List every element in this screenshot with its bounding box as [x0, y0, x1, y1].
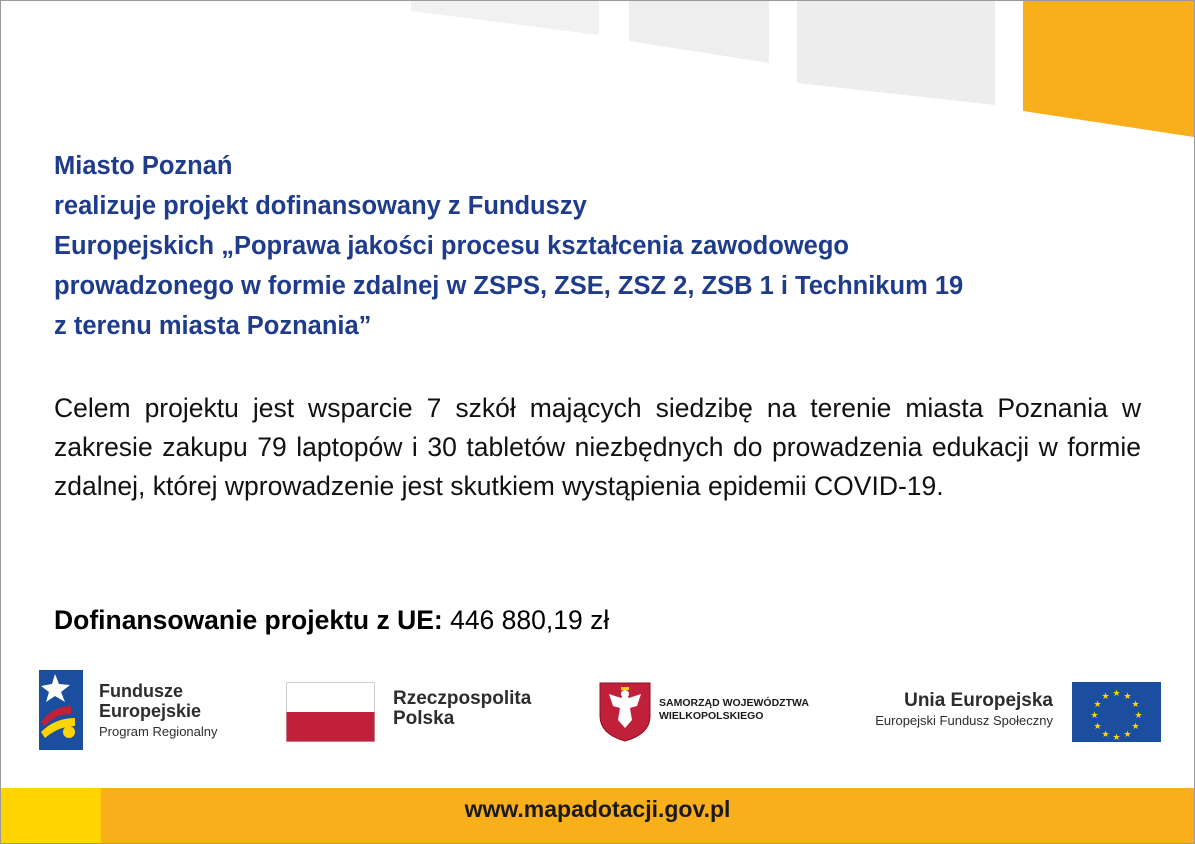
svg-text:★: ★ [1131, 700, 1140, 710]
svg-text:★: ★ [1090, 711, 1099, 721]
heading-line: realizuje projekt dofinansowany z Funduszy [54, 192, 587, 220]
eu-flag-icon [1072, 682, 1161, 742]
svg-text:★: ★ [1093, 700, 1102, 710]
funding-amount [54, 605, 609, 636]
fe-line3: Program Regionalny [99, 724, 218, 739]
fe-line2: Europejskie [99, 701, 202, 721]
funding-value: 446 880,19 zł [450, 605, 610, 635]
rp-line1: Rzeczpospolita [393, 688, 532, 709]
heading-line: Europejskich „Poprawa jakości procesu kształcenia zawodowego [54, 232, 850, 260]
fundusze-europejskie-text [99, 681, 218, 740]
svg-text:★: ★ [1112, 733, 1121, 742]
samorzad-wojewodztwa-text [659, 697, 809, 723]
unia-europejska-text [875, 690, 1053, 730]
fe-line1: Fundusze [99, 681, 183, 701]
heading-line: prowadzonego w formie zdalnej w ZSPS, ZSE, ZSZ 2, ZSB 1 i Technikum 19 [54, 272, 964, 300]
project-heading [54, 146, 1154, 346]
svg-text:★: ★ [1123, 730, 1132, 740]
svg-text:★: ★ [1101, 730, 1110, 740]
wielkopolska-coat-of-arms-icon [599, 682, 651, 742]
svg-text:★: ★ [1112, 689, 1121, 699]
sw-line2: WIELKOPOLSKIEGO [659, 710, 764, 722]
svg-text:★: ★ [1131, 722, 1140, 732]
svg-text:★: ★ [1101, 692, 1110, 702]
polish-flag-icon [286, 682, 375, 742]
rzeczpospolita-polska-text [393, 689, 531, 729]
funding-label: Dofinansowanie projektu z UE: [54, 605, 443, 635]
fundusze-europejskie-logo [39, 670, 83, 750]
ue-line2: Europejski Fundusz Społeczny [875, 713, 1053, 728]
svg-text:★: ★ [1093, 722, 1102, 732]
svg-text:★: ★ [1123, 692, 1132, 702]
sw-line1: SAMORZĄD WOJEWÓDZTWA [659, 697, 809, 709]
logos-strip [1, 665, 1194, 765]
svg-text:★: ★ [1134, 711, 1143, 721]
project-description: Celem projektu jest wsparcie 7 szkół mających siedzibę na terenie miasta Poznania w zakresie zakupu 79 laptopów i 30 tabletów niezbędnych do prowadzenia edukacji w formie zdalnej, której wprowadzenie jest skutkiem wystąpienia epidemii COVID-19. [54, 393, 1141, 501]
decorative-header-shapes [1, 1, 1194, 141]
heading-line: z terenu miasta Poznania” [54, 312, 372, 340]
website-url: www.mapadotacji.gov.pl [464, 796, 731, 822]
rp-line2: Polska [393, 708, 455, 729]
ue-line1: Unia Europejska [904, 690, 1053, 711]
heading-line: Miasto Poznań [54, 152, 233, 180]
